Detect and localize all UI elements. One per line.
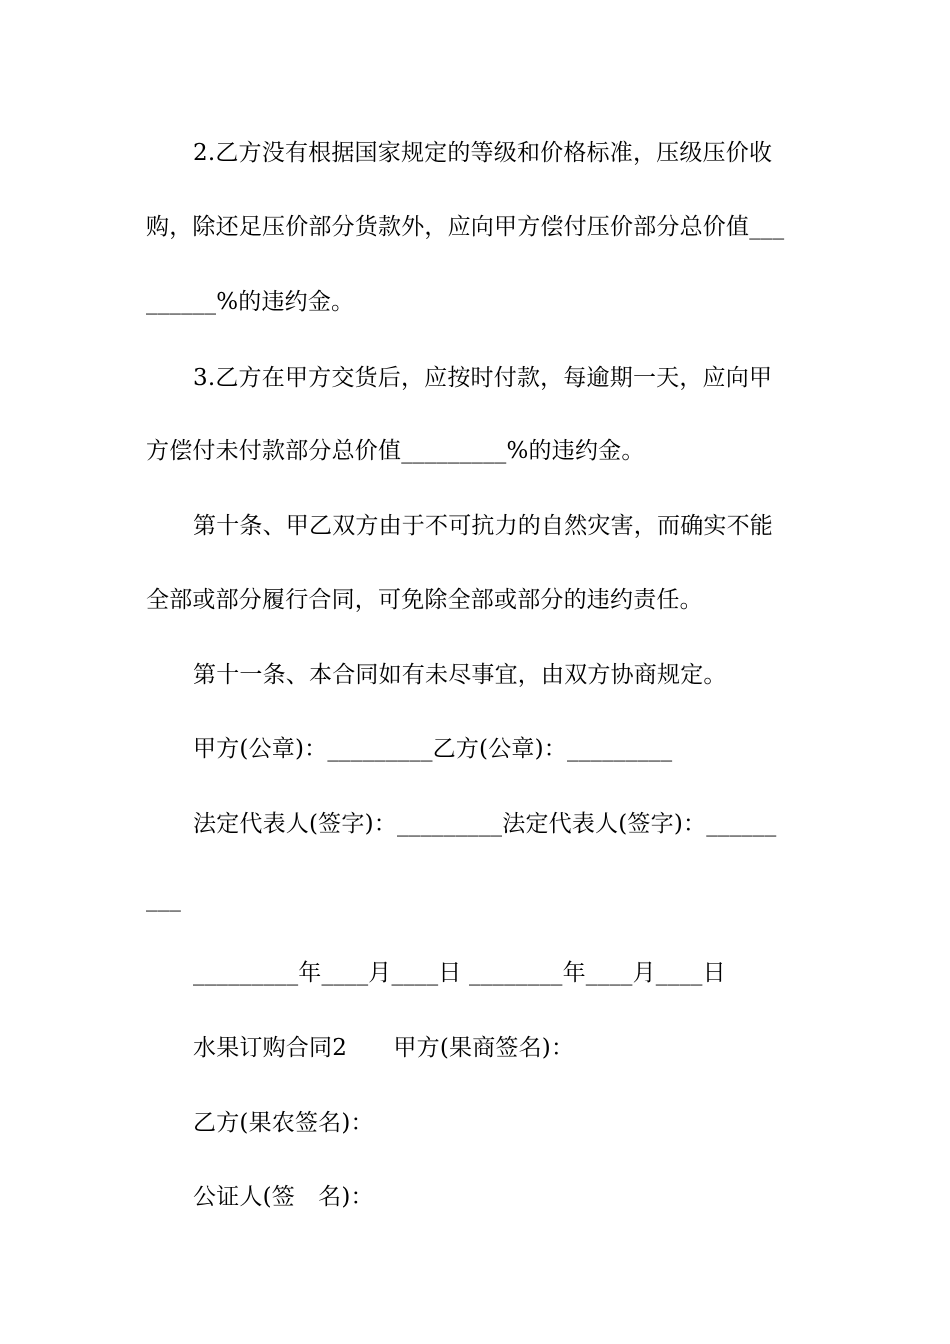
party-b-signature: 乙方(果农签名)： <box>193 1110 374 1136</box>
article-10-line-1: 第十条、甲乙双方由于不可抗力的自然灾害，而确实不能 <box>193 513 773 539</box>
signing-dates: _________年____月____日 ________年____月____日 <box>193 960 726 986</box>
party-seals: 甲方(公章)：_________乙方(公章)：_________ <box>193 736 673 762</box>
contract-2-title-party-a: 水果订购合同2 甲方(果商签名)： <box>193 1035 575 1061</box>
article-11: 第十一条、本合同如有未尽事宜，由双方协商规定。 <box>193 662 727 688</box>
clause-2-line-1: 2.乙方没有根据国家规定的等级和价格标准，压级压价收 <box>193 140 773 166</box>
clause-2-line-2: 购，除还足压价部分货款外，应向甲方偿付压价部分总价值___ <box>146 214 785 240</box>
article-10-line-2: 全部或部分履行合同，可免除全部或部分的违约责任。 <box>146 587 703 613</box>
legal-representatives: 法定代表人(签字)：_________法定代表人(签字)：______ <box>193 811 777 837</box>
notary-signature: 公证人(签 名)： <box>193 1184 374 1210</box>
clause-2-line-3: ______%的违约金。 <box>146 289 355 315</box>
legal-representatives-continued: ___ <box>146 886 182 912</box>
clause-3-line-2: 方偿付未付款部分总价值_________%的违约金。 <box>146 438 645 464</box>
clause-3-line-1: 3.乙方在甲方交货后，应按时付款，每逾期一天，应向甲 <box>193 365 773 391</box>
